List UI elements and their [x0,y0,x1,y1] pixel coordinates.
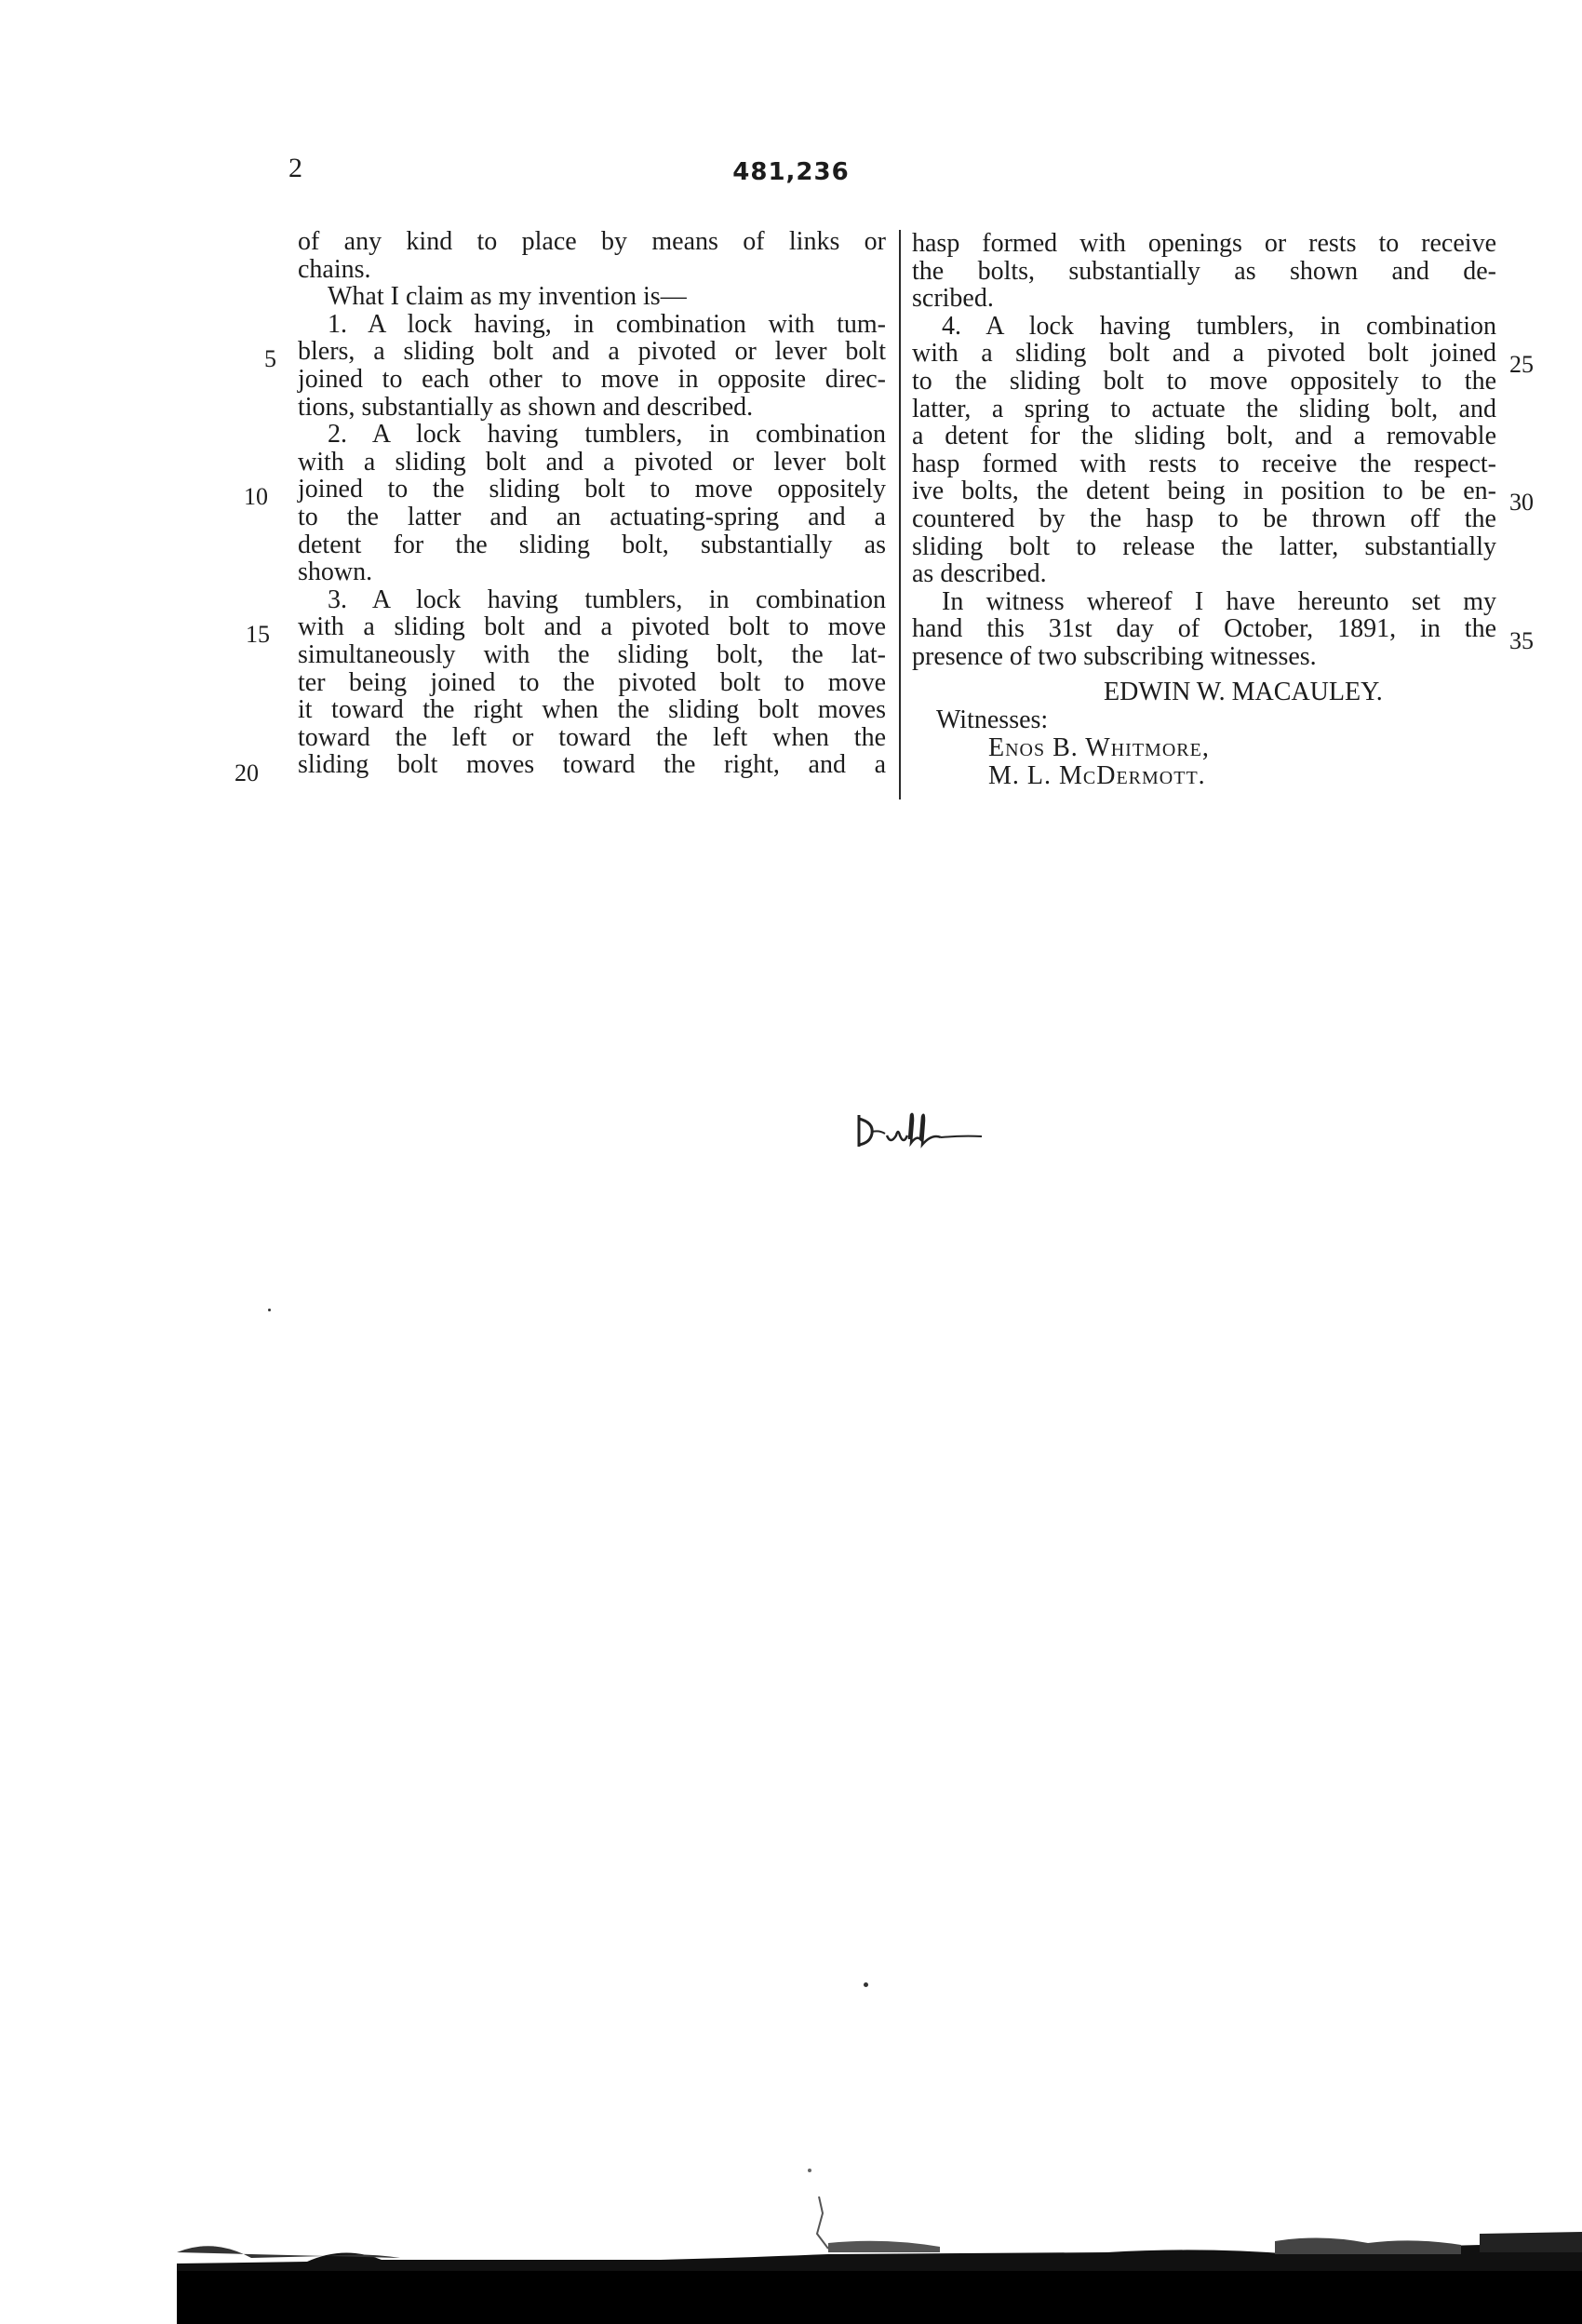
text-line: hand this 31st day of October, 1891, in the [912,614,1496,644]
line-number: 30 [1509,489,1534,516]
text-line: simultaneously with the sliding bolt, the lat- [298,639,886,669]
witnesses-label: Witnesses: [936,705,1049,734]
right-column [912,230,1496,671]
text-line: chains. [298,254,371,284]
text-line: toward the left or toward the left when the [298,722,886,752]
text-line: tions, substantially as shown and described. [298,392,754,422]
line-number: 35 [1509,627,1534,654]
scan-speck [808,2169,811,2172]
text-line: ter being joined to the pivoted bolt to move [298,667,886,697]
handwritten-mark [851,1108,1000,1154]
text-line: In witness whereof I have hereunto set my [942,586,1496,616]
line-number: 20 [235,759,259,786]
text-line: with a sliding bolt and a pivoted or lever bolt [298,447,886,477]
text-line: the bolts, substantially as shown and de- [912,256,1496,286]
text-line: hasp formed with rests to receive the respect- [912,449,1496,478]
text-line: sliding bolt moves toward the right, and a [298,750,886,780]
text-line: joined to each other to move in opposite direc- [298,364,886,394]
text-line: detent for the sliding bolt, substantially as [298,530,886,559]
line-number: 25 [1509,351,1534,378]
text-line: presence of two subscribing witnesses. [912,641,1317,671]
line-number: 10 [244,483,268,510]
patent-number: 481,236 [732,158,850,186]
text-line: What I claim as my invention is— [328,282,687,312]
text-line: blers, a sliding bolt and a pivoted or lever bolt [298,337,886,367]
text-line: to the latter and an actuating-spring and a [298,502,886,531]
left-column [298,228,886,779]
text-line: scribed. [912,284,994,314]
text-line: to the sliding bolt to move oppositely to the [912,366,1496,396]
text-line: joined to the sliding bolt to move oppositely [298,475,886,504]
line-number: 5 [264,345,276,372]
text-line: a detent for the sliding bolt, and a removable [912,422,1496,451]
text-line: ive bolts, the detent being in position to be en- [912,477,1496,506]
scan-speck [268,1309,271,1311]
text-line: with a sliding bolt and a pivoted bolt to move [298,612,886,642]
text-line: hasp formed with openings or rests to receive [912,229,1496,258]
text-line: 4. A lock having tumblers, in combination [942,311,1496,341]
text-line: of any kind to place by means of links or [298,227,886,256]
column-divider [899,230,901,799]
text-line: latter, a spring to actuate the sliding bolt, and [912,394,1496,423]
scan-speck [864,1982,868,1987]
text-line: with a sliding bolt and a pivoted bolt joined [912,339,1496,369]
witness-name: M. L. McDermott. [988,761,1206,790]
text-line: 1. A lock having, in combination with tum- [328,309,886,339]
text-line: countered by the hasp to be thrown off the [912,504,1496,533]
page-number: 2 [288,153,302,183]
witness-name: Enos B. Whitmore, [988,733,1210,762]
inventor-signature: EDWIN W. MACAULEY. [1104,678,1383,706]
scan-edge-shadow [177,2196,1582,2324]
text-line: it toward the right when the sliding bolt moves [298,695,886,725]
line-number: 15 [246,621,270,648]
text-line: shown. [298,557,373,587]
text-line: as described. [912,559,1047,589]
text-line: 2. A lock having tumblers, in combination [328,420,886,450]
text-line: sliding bolt to release the latter, substantially [912,531,1496,561]
text-line: 3. A lock having tumblers, in combination [328,584,886,614]
